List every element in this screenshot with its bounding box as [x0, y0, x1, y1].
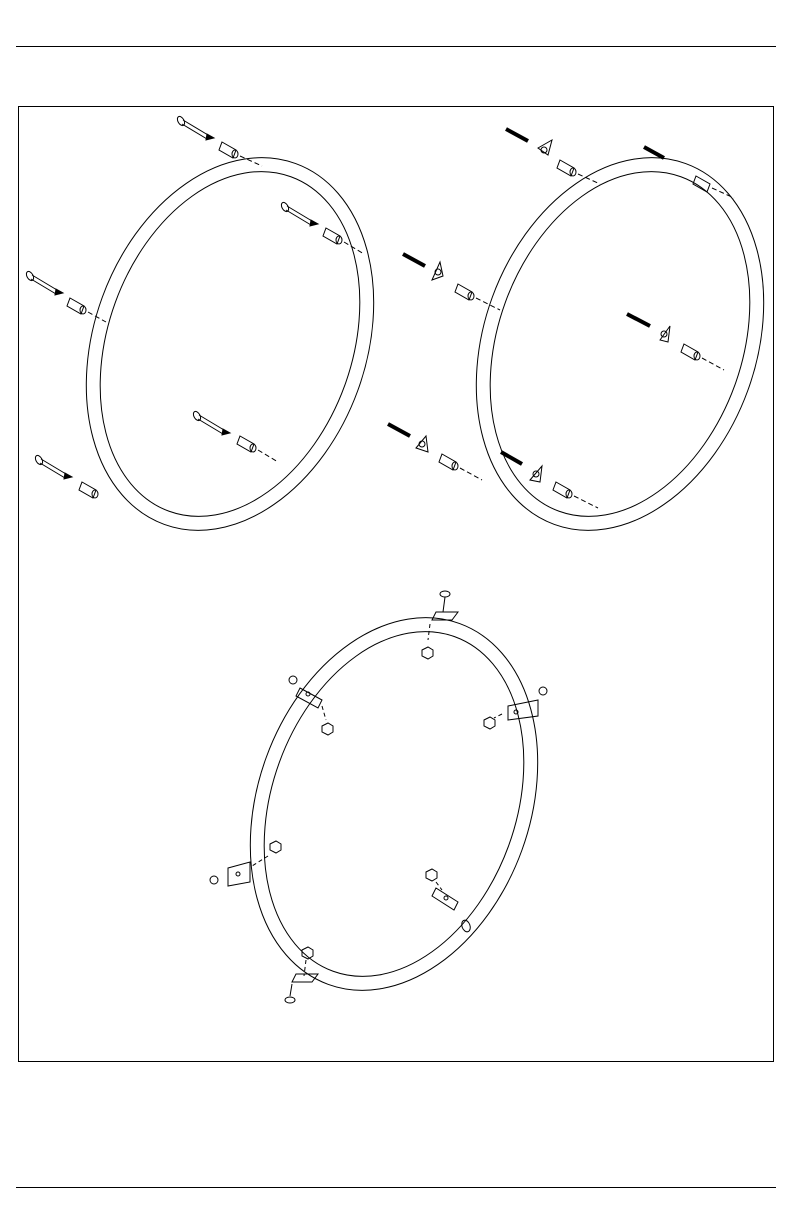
bracket-fastener-assembly: [422, 591, 458, 659]
screw-icon: [539, 687, 547, 695]
screw-icon: [210, 876, 218, 884]
wall-anchor-icon: [432, 262, 443, 280]
oval-ring-icon: [427, 117, 792, 571]
screw-icon: [440, 591, 450, 612]
bracket-fastener-assembly: [426, 869, 472, 933]
nut-icon: [270, 841, 281, 853]
spacer-icon: [455, 284, 474, 300]
screw-icon: [285, 984, 295, 1003]
bracket-icon: [432, 612, 458, 620]
screw-icon: [460, 919, 472, 933]
bracket-icon: [508, 700, 538, 720]
spacer-icon: [79, 482, 98, 498]
nut-icon: [426, 869, 437, 881]
panel-spacer-mount: [25, 115, 424, 571]
screw-icon: [644, 147, 664, 158]
bracket-fastener-assembly: [484, 687, 547, 729]
panel-anchor-spacer-mount: [388, 117, 792, 571]
panel-bracket-mount: [201, 577, 588, 1031]
screw-icon: [627, 314, 650, 326]
screw-icon: [403, 254, 425, 266]
spacer-icon: [67, 298, 86, 314]
oval-ring-icon: [37, 117, 424, 571]
oval-ring-icon: [201, 577, 588, 1031]
spacer-icon: [553, 482, 572, 498]
bolt-spacer-assembly: [25, 270, 106, 322]
screw-icon: [501, 452, 522, 464]
screw-anchor-assembly: [506, 129, 600, 184]
nut-icon: [422, 647, 433, 659]
wall-anchor-icon: [660, 326, 670, 342]
bolt-icon: [176, 115, 214, 140]
spacer-icon: [323, 228, 342, 244]
bracket-fastener-assembly: [285, 947, 318, 1003]
spacer-icon: [557, 160, 576, 176]
screw-anchor-assembly: [627, 314, 724, 370]
bolt-icon: [34, 454, 72, 479]
bracket-icon: [432, 888, 458, 910]
bolt-icon: [25, 270, 63, 295]
spacer-icon: [237, 436, 256, 452]
footer-rule: [16, 1187, 776, 1188]
bolt-icon: [280, 201, 318, 226]
spacer-icon: [439, 454, 458, 470]
screw-anchor-assembly: [403, 254, 500, 310]
bolt-spacer-assembly: [192, 410, 278, 462]
bolt-icon: [192, 410, 230, 435]
screw-anchor-assembly: [501, 452, 598, 508]
spacer-icon: [219, 142, 238, 158]
screw-anchor-assembly: [388, 424, 482, 480]
bolt-spacer-assembly: [280, 201, 364, 254]
screw-icon: [289, 676, 297, 684]
screw-icon: [506, 129, 528, 141]
nut-icon: [484, 717, 495, 729]
nut-icon: [322, 723, 333, 735]
wall-anchor-icon: [530, 466, 542, 482]
bolt-spacer-assembly: [34, 454, 98, 498]
bracket-fastener-assembly: [210, 841, 281, 886]
screw-anchor-assembly: [644, 147, 734, 198]
bracket-icon: [228, 862, 250, 886]
spacer-icon: [681, 344, 700, 360]
screw-icon: [388, 424, 410, 436]
wall-anchor-icon: [538, 140, 552, 155]
wall-anchor-icon: [416, 436, 428, 452]
